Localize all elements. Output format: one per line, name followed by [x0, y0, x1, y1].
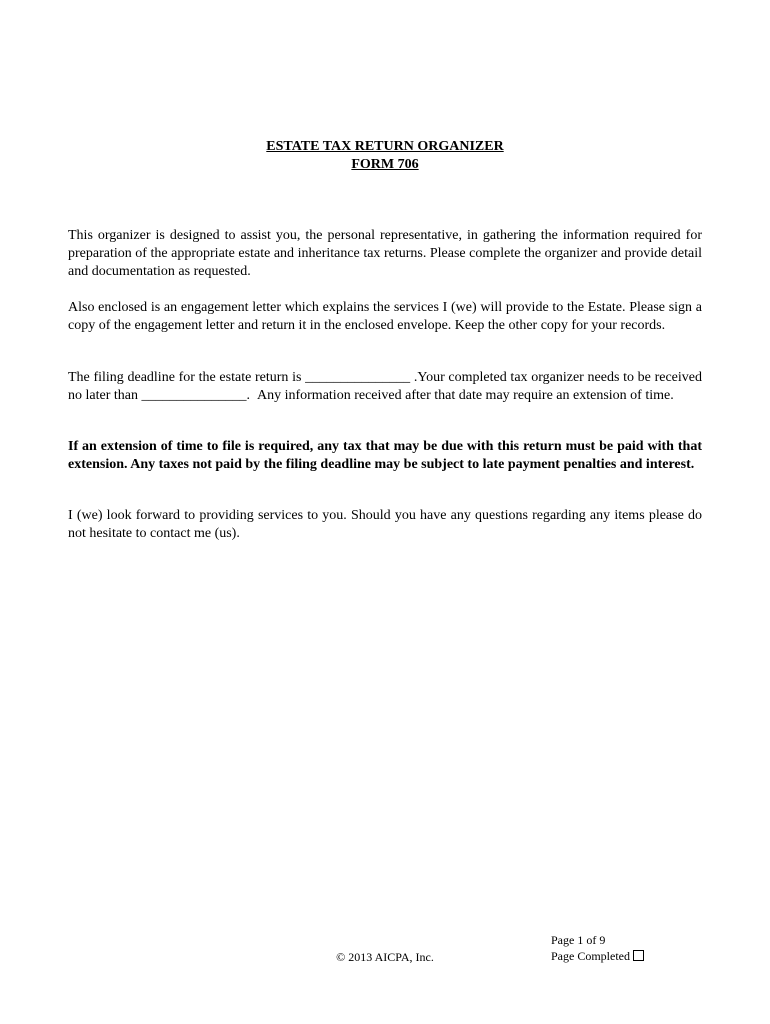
title-line-2: FORM 706: [351, 157, 419, 172]
deadline-text: [68, 369, 702, 405]
extension-warning-paragraph: [68, 438, 702, 474]
deadline-text-part3: Any information received after that date may require an extension of time.: [256, 388, 674, 403]
intro-paragraph: [68, 227, 702, 281]
page-completed-label: Page Completed: [551, 949, 630, 963]
page-footer-right: [551, 932, 644, 964]
extension-warning-text: If an extension of time to file is required, any tax that may be due with this return must be paid with that extension. Any taxes not paid by the filing deadline may be subject to late payment penalties and interest.: [68, 439, 702, 472]
title-line-1: ESTATE TAX RETURN ORGANIZER: [266, 139, 504, 154]
organizer-due-date-blank[interactable]: _______________.: [141, 388, 250, 403]
closing-paragraph: [68, 507, 702, 543]
page-completed-row: [551, 948, 644, 964]
engagement-paragraph: [68, 299, 702, 335]
copyright-notice: © 2013 AICPA, Inc.: [336, 950, 434, 964]
closing-text: I (we) look forward to providing services to you. Should you have any questions regarding any items please do not hesitate to contact me (us).: [68, 508, 702, 541]
filing-deadline-blank[interactable]: _______________: [305, 370, 411, 385]
intro-text: This organizer is designed to assist you, the personal representative, in gathering the information required for preparation of the appropriate estate and inheritance tax returns. Please complete the organizer and provide detail and documentation as requested.: [68, 228, 702, 279]
document-title: [0, 138, 770, 174]
deadline-paragraph: [68, 369, 702, 405]
deadline-text-part2: .Your completed tax organizer needs to be received no later than: [68, 370, 703, 403]
engagement-text: Also enclosed is an engagement letter which explains the services I (we) will provide to the Estate. Please sign a copy of the engagement letter and return it in the enclosed envelope. Keep the other copy for your records.: [68, 300, 702, 333]
page-completed-checkbox[interactable]: [633, 950, 644, 961]
deadline-text-part1: The filing deadline for the estate return is: [68, 370, 302, 385]
page-number: Page 1 of 9: [551, 933, 606, 947]
